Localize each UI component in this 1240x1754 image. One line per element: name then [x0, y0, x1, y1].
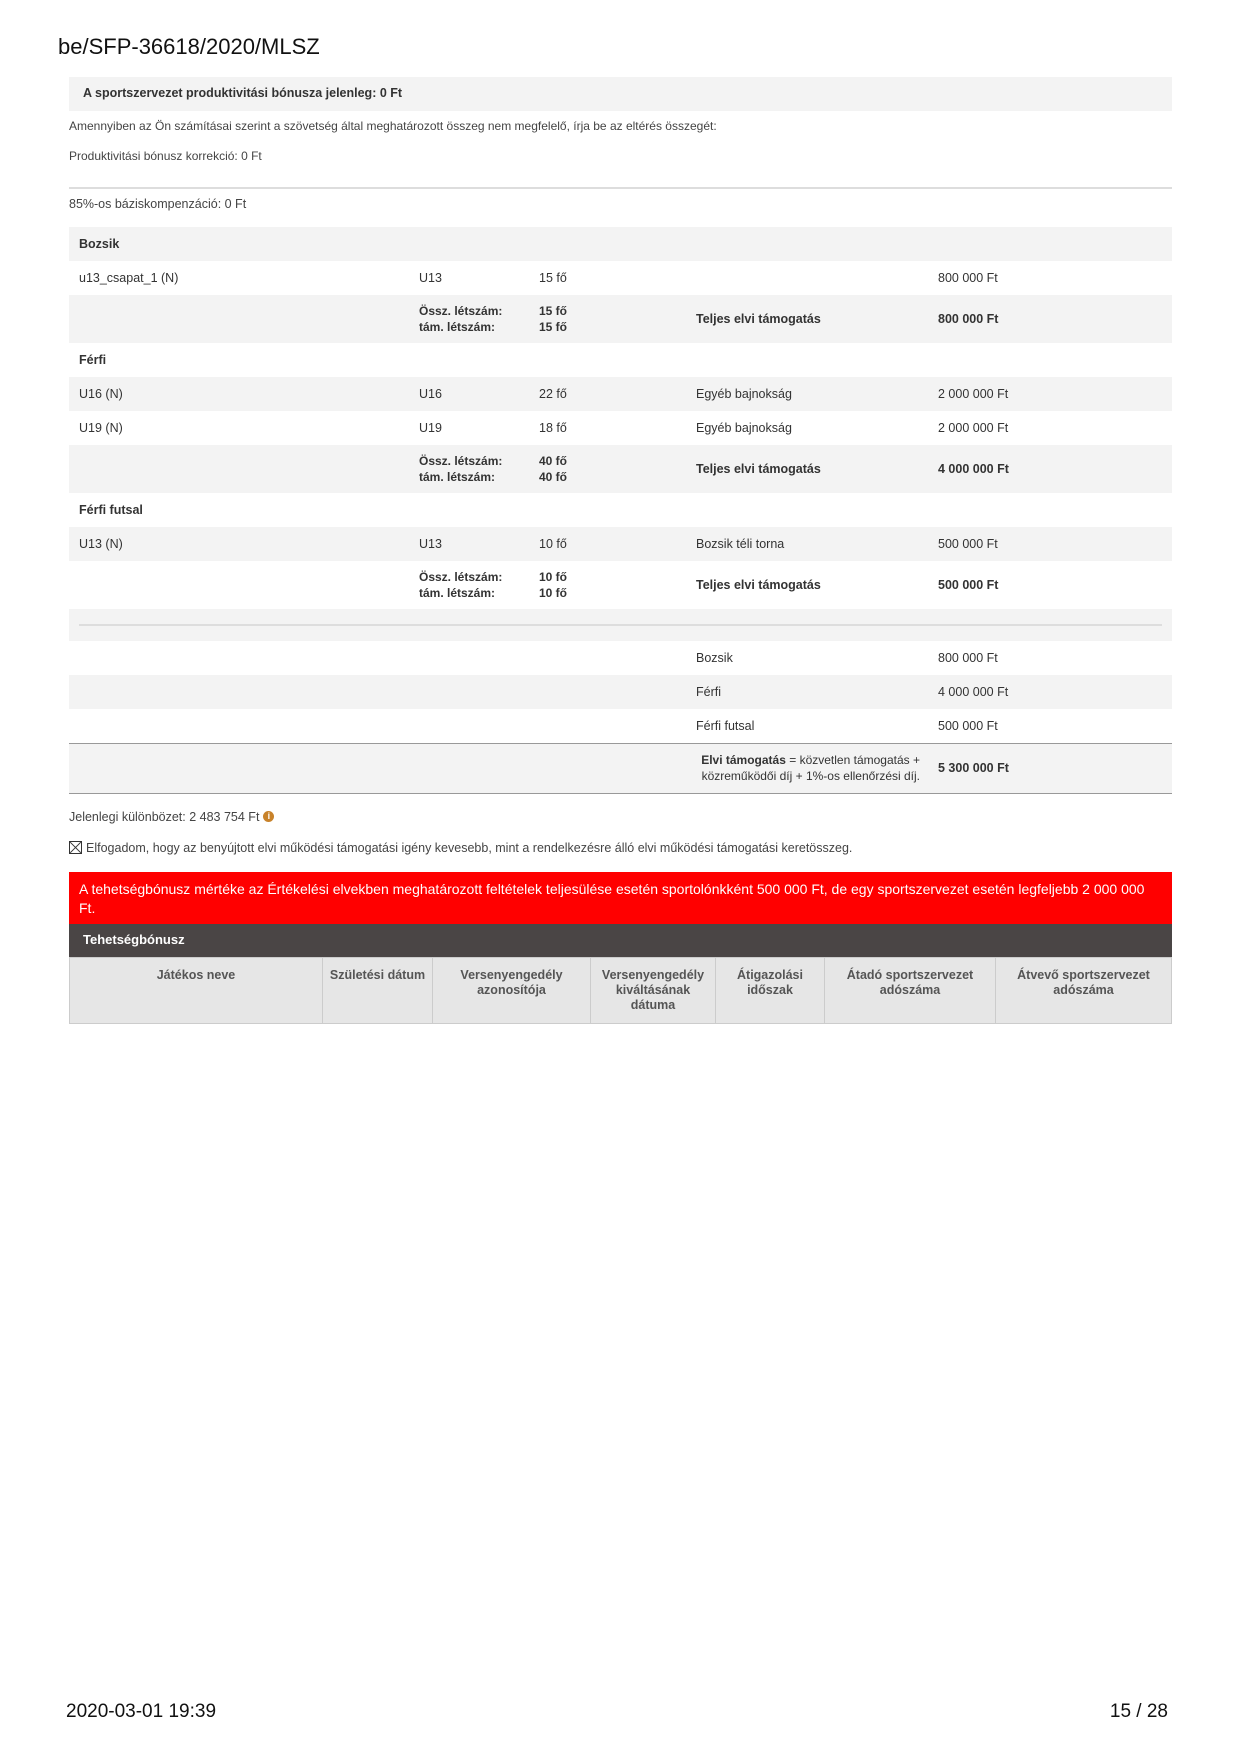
total-count-label: Össz. létszám: [419, 454, 503, 468]
team-name: u13_csapat_1 (N) [79, 271, 179, 285]
support-count-label: tám. létszám: [419, 586, 496, 600]
column-header-to-club-tax: Átvevő sportszervezet adószáma [996, 957, 1172, 1023]
info-icon[interactable]: i [263, 811, 274, 822]
group-name: Férfi [79, 353, 107, 367]
player-count: 22 fő [539, 387, 567, 401]
summary-row [69, 675, 1172, 709]
current-difference [69, 806, 1172, 828]
total-count-label: Össz. létszám: [419, 570, 503, 584]
player-count: 18 fő [539, 421, 567, 435]
total-count: 40 fő [539, 454, 568, 468]
final-total-row [69, 743, 1172, 793]
accept-row [69, 838, 1172, 858]
divider [69, 171, 1172, 189]
amount: 2 000 000 Ft [938, 421, 1009, 435]
player-count: 15 fő [539, 271, 567, 285]
total-support-label: Teljes elvi támogatás [696, 462, 821, 476]
column-header-transfer-period: Átigazolási időszak [716, 957, 825, 1023]
page-number: 15 / 28 [1109, 1701, 1168, 1722]
total-count: 10 fő [539, 570, 568, 584]
talent-bonus-title: Tehetségbónusz [69, 924, 1172, 957]
group-header-bozsik [69, 227, 1172, 261]
age-group: U13 [419, 271, 442, 285]
base-compensation: 85%-os báziskompenzáció: 0 Ft [69, 197, 247, 211]
column-header-from-club-tax: Átadó sportszervezet adószáma [825, 957, 996, 1023]
total-support-amount: 4 000 000 Ft [938, 462, 1009, 476]
league: Egyéb bajnokság [696, 421, 792, 435]
accept-checkbox[interactable] [69, 841, 82, 854]
age-group: U13 [419, 537, 442, 551]
team-name: U16 (N) [79, 387, 123, 401]
group-header-futsal [69, 493, 1172, 527]
accept-text: Elfogadom, hogy az benyújtott elvi működési támogatási igény kevesebb, mint a rendelkezésre álló elvi működési támogatási keretösszeg. [86, 840, 853, 855]
player-count: 10 fő [539, 537, 567, 551]
talent-bonus-notice: A tehetségbónusz mértéke az Értékelési elvekben meghatározott feltételek teljesülése esetén sportolónkként 500 000 Ft, de egy sportszervezet esetén legfeljebb 2 000 000 Ft. [69, 872, 1172, 924]
total-count: 15 fő [539, 304, 568, 318]
footer-datetime: 2020-03-01 19:39 [66, 1701, 217, 1722]
productivity-correction: Produktivitási bónusz korrekció: 0 Ft [69, 149, 262, 163]
summary-row [69, 709, 1172, 743]
support-count: 10 fő [539, 586, 568, 600]
amount: 800 000 Ft [938, 271, 998, 285]
summary-amount: 500 000 Ft [938, 718, 998, 733]
amount: 500 000 Ft [938, 537, 998, 551]
group-name: Férfi futsal [79, 503, 143, 517]
column-header-player-name: Játékos neve [70, 957, 323, 1023]
amount: 2 000 000 Ft [938, 387, 1009, 401]
main-content [69, 77, 1172, 1024]
support-table [69, 227, 1172, 794]
total-support-label: Teljes elvi támogatás [696, 312, 821, 326]
total-support-amount: 800 000 Ft [938, 312, 999, 326]
summary-divider [69, 609, 1172, 641]
final-label-bold: Elvi támogatás [701, 753, 786, 767]
table-row [69, 527, 1172, 561]
final-amount: 5 300 000 Ft [938, 761, 1009, 775]
table-row [69, 411, 1172, 445]
summary-name: Bozsik [696, 651, 733, 665]
league [686, 261, 928, 295]
column-header-birth-date: Születési dátum [323, 957, 433, 1023]
summary-amount: 4 000 000 Ft [938, 685, 1009, 699]
support-count: 40 fő [539, 470, 568, 484]
table-row [69, 377, 1172, 411]
team-name: U13 (N) [79, 537, 123, 551]
group-header-ferfi [69, 343, 1172, 377]
support-count-label: tám. létszám: [419, 470, 496, 484]
difference-text: Jelenlegi különbözet: 2 483 754 Ft [69, 809, 260, 824]
column-header-license-date: Versenyengedély kiváltásának dátuma [591, 957, 716, 1023]
group-total-row [69, 295, 1172, 343]
correction-instruction: Amennyiben az Ön számításai szerint a szövetség által meghatározott összeg nem megfelelő, írja be az eltérés összegét: [69, 119, 717, 133]
column-header-license-id: Versenyengedély azonosítója [433, 957, 591, 1023]
document-id: be/SFP-36618/2020/MLSZ [58, 34, 320, 59]
final-label-rest: = közvetlen támogatás + [785, 753, 920, 767]
summary-row [69, 641, 1172, 675]
age-group: U19 [419, 421, 442, 435]
age-group: U16 [419, 387, 442, 401]
support-count-label: tám. létszám: [419, 320, 496, 334]
summary-name: Férfi [696, 685, 721, 699]
total-count-label: Össz. létszám: [419, 304, 503, 318]
productivity-bonus-title: A sportszervezet produktivitási bónusza jelenleg: 0 Ft [69, 77, 1172, 111]
support-count: 15 fő [539, 320, 568, 334]
group-total-row [69, 445, 1172, 493]
team-name: U19 (N) [79, 421, 123, 435]
league: Bozsik téli torna [696, 537, 785, 551]
total-support-label: Teljes elvi támogatás [696, 578, 821, 592]
summary-name: Férfi futsal [696, 718, 755, 733]
group-name: Bozsik [79, 237, 120, 251]
total-support-amount: 500 000 Ft [938, 578, 999, 592]
league: Egyéb bajnokság [696, 387, 792, 401]
table-row [69, 261, 1172, 295]
final-label-rest2: közreműködői díj + 1%-os ellenőrzési díj. [701, 769, 920, 783]
summary-amount: 800 000 Ft [938, 651, 998, 665]
group-total-row [69, 561, 1172, 609]
talent-bonus-table [69, 957, 1172, 1024]
